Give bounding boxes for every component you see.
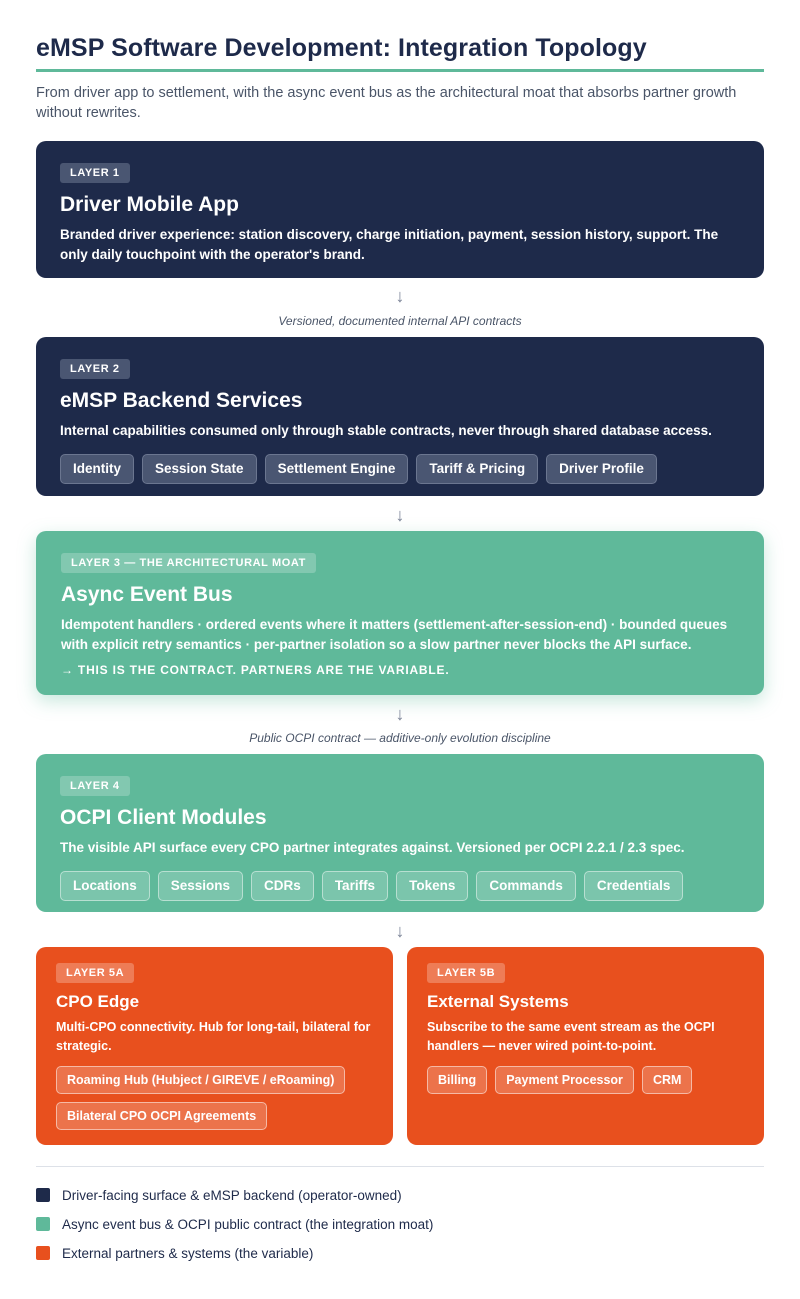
layer-1-card	[36, 141, 764, 278]
layer-3-title: Async Event Bus	[61, 583, 233, 606]
layer-2-chips	[60, 454, 740, 484]
legend-swatch-teal	[36, 1217, 50, 1231]
legend-swatch-orange	[36, 1246, 50, 1260]
legend-item-variable	[36, 1244, 433, 1262]
layer-4-card	[36, 754, 764, 912]
chip-credentials: Credentials	[584, 871, 684, 901]
layer-3-callout: → THIS IS THE CONTRACT. PARTNERS ARE THE VARIABLE.	[61, 663, 450, 677]
chip-cdrs: CDRs	[251, 871, 314, 901]
connector-label-ocpi-contract: Public OCPI contract — additive-only evolution discipline	[249, 731, 551, 745]
chip-billing: Billing	[427, 1066, 487, 1094]
chip-driver-profile: Driver Profile	[546, 454, 657, 484]
chip-commands: Commands	[476, 871, 576, 901]
layer-4-badge: LAYER 4	[60, 776, 130, 796]
layer-4-desc: The visible API surface every CPO partner integrates against. Versioned per OCPI 2.2.1 / 2.3 spec.	[60, 840, 685, 855]
layer-1-badge: LAYER 1	[60, 163, 130, 183]
layer-2-card	[36, 337, 764, 496]
layer-5a-chips	[56, 1066, 373, 1130]
down-arrow-icon: ↓	[395, 704, 405, 724]
page-subtitle: From driver app to settlement, with the async event bus as the architectural moat that absorbs partner growth without rewrites.	[36, 85, 737, 121]
legend-label: External partners & systems (the variable)	[62, 1245, 314, 1261]
layer-5b-badge: LAYER 5B	[427, 963, 505, 983]
layer-4-chips	[60, 871, 740, 901]
chip-bilateral-cpo: Bilateral CPO OCPI Agreements	[56, 1102, 267, 1130]
legend-swatch-navy	[36, 1188, 50, 1202]
down-arrow-icon: ↓	[395, 921, 405, 941]
legend-item-operator	[36, 1186, 433, 1204]
layer-5b-desc: Subscribe to the same event stream as the OCPI handlers — never wired point-to-point.	[427, 1020, 715, 1053]
layer-3-card	[36, 531, 764, 695]
layer-1-title: Driver Mobile App	[60, 193, 239, 216]
down-arrow-icon: ↓	[395, 505, 405, 525]
chip-session-state: Session State	[142, 454, 257, 484]
chip-locations: Locations	[60, 871, 150, 901]
chip-tariffs: Tariffs	[322, 871, 388, 901]
legend-label: Driver-facing surface & eMSP backend (operator-owned)	[62, 1187, 402, 1203]
layer-1-desc: Branded driver experience: station discovery, charge initiation, payment, session history, support. The only daily touchpoint with the operator's brand.	[60, 227, 719, 262]
chip-tokens: Tokens	[396, 871, 468, 901]
layer-5a-title: CPO Edge	[56, 992, 140, 1011]
layer-4-title: OCPI Client Modules	[60, 806, 267, 829]
layer-5b-card	[407, 947, 764, 1145]
layer-2-title: eMSP Backend Services	[60, 389, 303, 412]
chip-payment-processor: Payment Processor	[495, 1066, 634, 1094]
layer-2-badge: LAYER 2	[60, 359, 130, 379]
legend-label: Async event bus & OCPI public contract (the integration moat)	[62, 1216, 434, 1232]
page-title: eMSP Software Development: Integration Topology	[36, 34, 647, 62]
chip-sessions: Sessions	[158, 871, 243, 901]
chip-identity: Identity	[60, 454, 134, 484]
legend	[36, 1186, 433, 1273]
chip-tariff-pricing: Tariff & Pricing	[416, 454, 538, 484]
layer-2-desc: Internal capabilities consumed only through stable contracts, never through shared database access.	[60, 423, 712, 438]
layer-5b-title: External Systems	[427, 992, 569, 1011]
connector-label-internal-api: Versioned, documented internal API contracts	[278, 314, 522, 328]
legend-divider	[36, 1166, 764, 1167]
layer-5a-desc: Multi-CPO connectivity. Hub for long-tail, bilateral for strategic.	[56, 1020, 371, 1053]
layer-3-badge: LAYER 3 — THE ARCHITECTURAL MOAT	[61, 553, 316, 573]
chip-settlement-engine: Settlement Engine	[265, 454, 409, 484]
layer-5a-badge: LAYER 5A	[56, 963, 134, 983]
title-underline	[36, 69, 764, 72]
legend-item-moat	[36, 1215, 433, 1233]
chip-roaming-hub: Roaming Hub (Hubject / GIREVE / eRoaming)	[56, 1066, 345, 1094]
down-arrow-icon: ↓	[395, 286, 405, 306]
chip-crm: CRM	[642, 1066, 692, 1094]
layer-3-desc: Idempotent handlers · ordered events where it matters (settlement-after-session-end) · bounded queues with explicit retry semantics · per-partner isolation so a slow partner never blocks the API surface.	[61, 617, 728, 652]
layer-5a-card	[36, 947, 393, 1145]
layer-5b-chips	[427, 1066, 744, 1094]
